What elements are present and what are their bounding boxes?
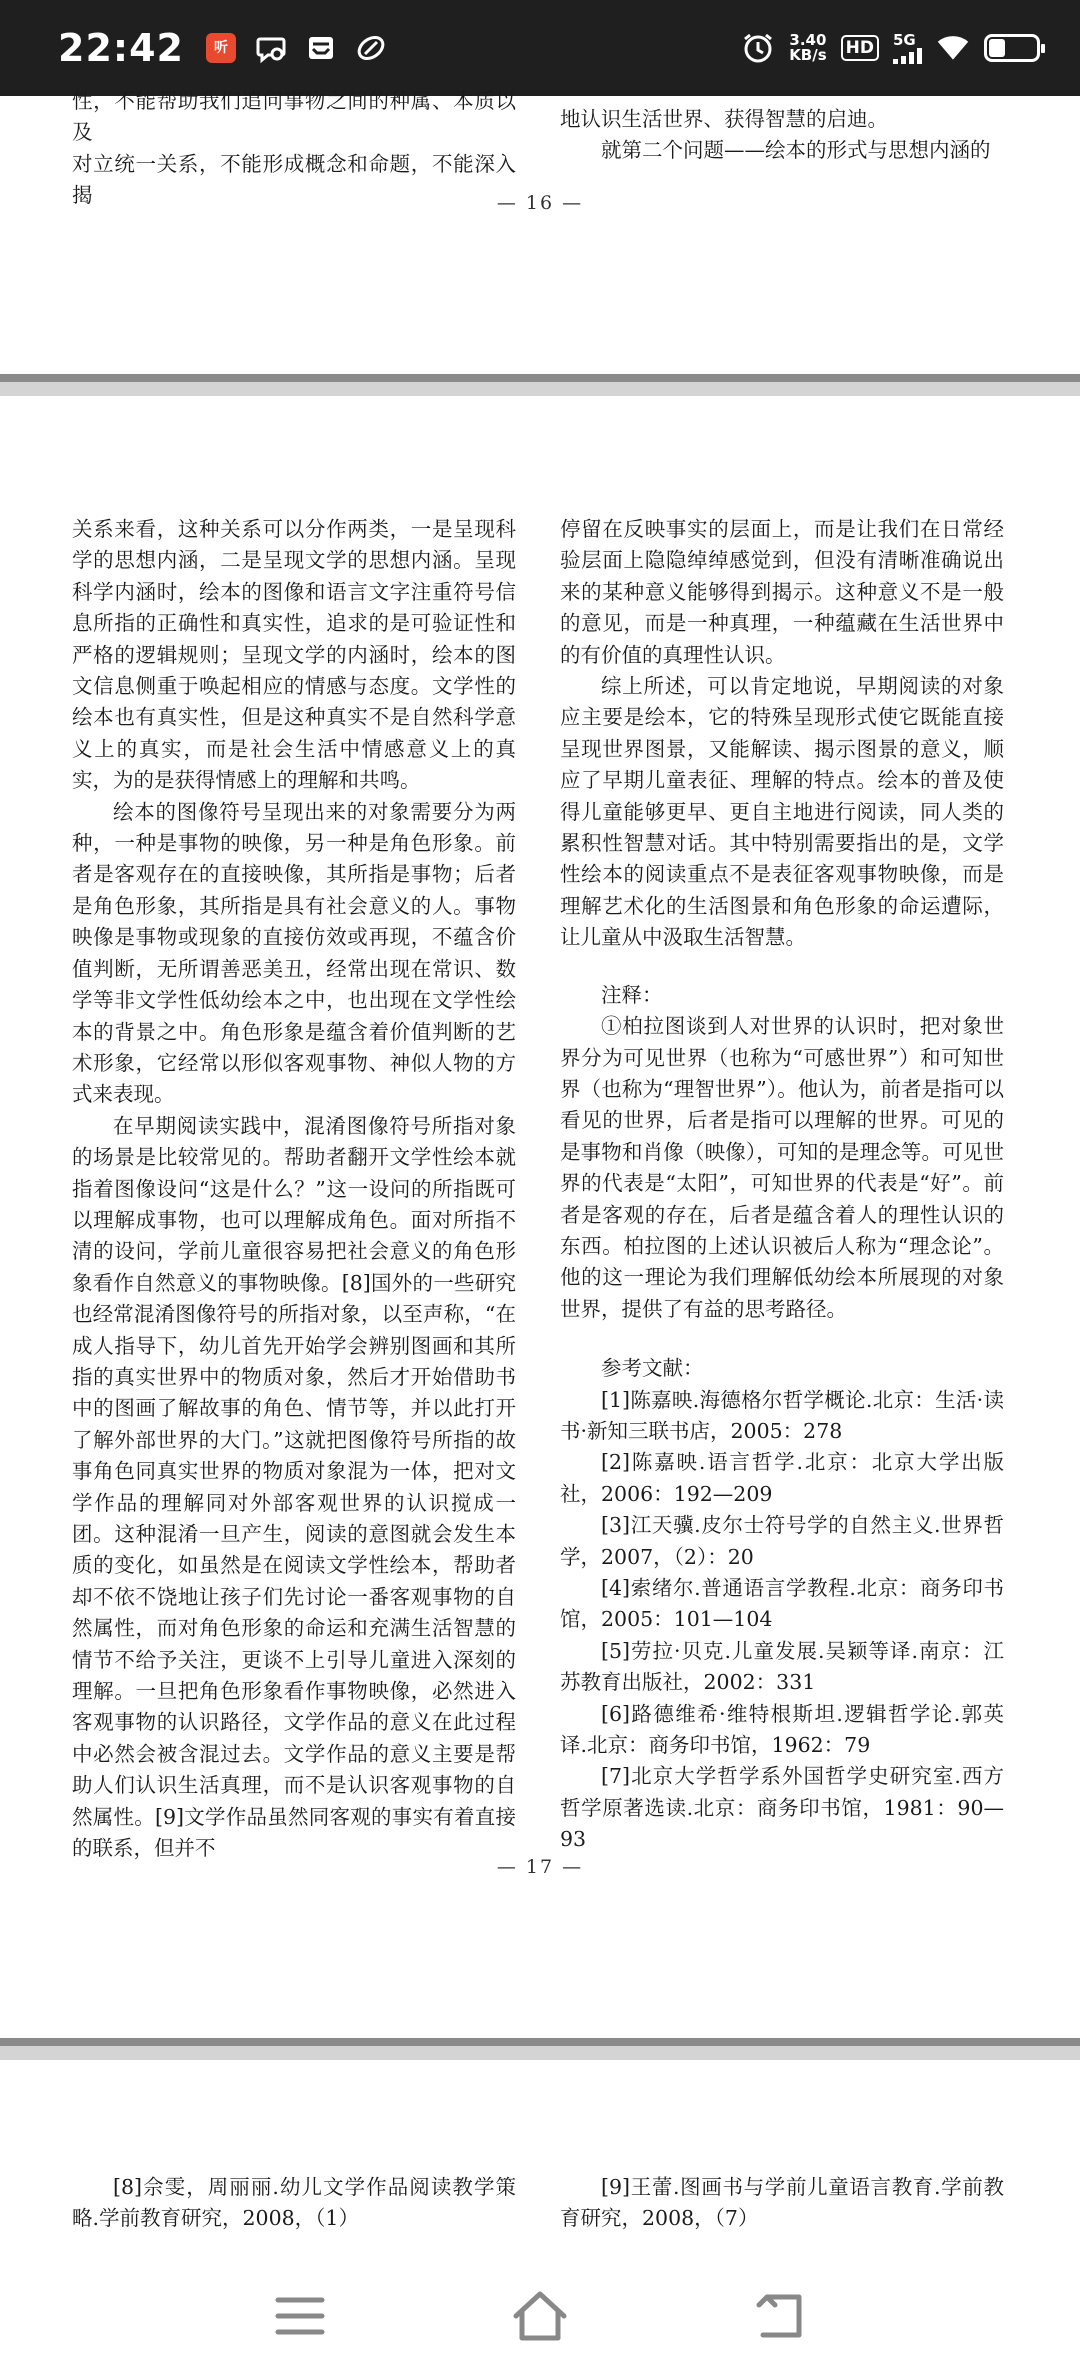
reference-item: [1]陈嘉映.海德格尔哲学概论.北京：生活·读书·新知三联书店，2005：278 [560, 1387, 1004, 1443]
reference-item: [9]王蕾.图画书与学前儿童语言教育.学前教育研究，2008，（7） [560, 2175, 1004, 2231]
network-speed-value: 3.40 [789, 31, 827, 49]
page-17 [0, 396, 1080, 2036]
home-icon [510, 2290, 570, 2342]
navigation-bar [0, 2256, 1080, 2376]
signal-label: 5G [893, 30, 916, 49]
page16-left-line-1: 性，不能帮助我们追问事物之间的种属、本质以及 [72, 89, 516, 145]
ting-app-icon [204, 31, 238, 65]
page17-right-paragraph-2: 综上所述，可以肯定地说，早期阅读的对象应主要是绘本，它的特殊呈现形式使它既能直接呈现世界图景，又能解读、揭示图景的意义，顺应了早期儿童表征、理解的特点。绘本的普及使得儿童能够更早、更自主地进行阅读，同人类的累积性智慧对话。其中特别需要指出的是，文学性绘本的阅读重点不是表征客观事物映像，而是理解艺术化的生活图景和角色形象的命运遭际，让儿童从中汲取生活智慧。 [560, 674, 1004, 950]
page16-left-line-2: 对立统一关系，不能形成概念和命题，不能深入揭 [72, 151, 516, 208]
page-divider [0, 374, 1080, 396]
reference-item: [8]佘雯，周丽丽.幼儿文学作品阅读教学策略.学前教育研究，2008，（1） [72, 2175, 516, 2231]
references [560, 1353, 1004, 1856]
notes-title: 注释： [601, 982, 663, 1007]
page17-left-paragraph-3: 在早期阅读实践中，混淆图像符号所指对象的场景是比较常见的。帮助者翻开文学性绘本就指着图像设问“这是什么？”这一设问的所指既可以理解成事物，也可以理解成角色。面对所指不清的设问，学前儿童很容易把社会意义的角色形象看作自然意义的事物映像。[8]国外的一些研究也经常混淆图像符号的所指对象，以至声称，“在成人指导下，幼儿首先开始学会辨别图画和其所指的真实世界中的物质对象，然后才开始借助书中的图画了解故事的角色、情节等，并以此打开了解外部世界的大门。”这就把图像符号所指的故事角色同真实世界的物质对象混为一体，把对文学作品的理解同对外部客观世界的认识搅成一团。这种混淆一旦产生，阅读的意图就会发生本质的变化，如虽然是在阅读文学性绘本，帮助者却不依不饶地让孩子们先讨论一番客观事物的自然属性，而对角色形象的命运和充满生活智慧的情节不给予关注，更谈不上引导儿童进入深刻的理解。一旦把角色形象看作事物映像，必然进入客观事物的认识路径，文学作品的意义在此过程中必然会被含混过去。文学作品的意义主要是帮助人们认识生活真理，而不是认识客观事物的自然属性。[9]文学作品虽然同客观的事实有着直接的联系，但并不 [72, 1113, 516, 1861]
page17-left-paragraph-2: 绘本的图像符号呈现出来的对象需要分为两种，一种是事物的映像，另一种是角色形象。前者是客观存在的直接映像，其所指是事物；后者是角色形象，其所指是具有社会意义的人。事物映像是事物或现象的直接仿效或再现，不蕴含价值判断，无所谓善恶美丑，经常出现在常识、数学等非文学性低幼绘本之中，也出现在文学性绘本的背景之中。角色形象是蕴含着价值判断的艺术形象，它经常以形似客观事物、神似人物的方式来表现。 [72, 799, 516, 1107]
page17-right-paragraph-1: 停留在反映事实的层面上，而是让我们在日常经验层面上隐隐绰绰感觉到，但没有清晰准确说出来的某种意义能够得到揭示。这种意义不是一般的意见，而是一种真理，一种蕴藏在生活世界中的有价值的真理性认识。 [560, 517, 1004, 667]
signal-indicator [893, 30, 922, 64]
home-button[interactable] [505, 2281, 575, 2351]
status-bar [0, 0, 1080, 96]
references-title: 参考文献： [601, 1356, 704, 1381]
page17-number: — 17 — [496, 1856, 584, 1878]
reference-item: [3]江天骥.皮尔士符号学的自然主义.世界哲学，2007，（2）：20 [560, 1513, 1004, 1569]
chat-bubble-icon [254, 31, 288, 65]
wifi-icon [936, 31, 970, 65]
page-divider [0, 2038, 1080, 2060]
reference-item: [4]索绪尔.普通语言学教程.北京：商务印书馆，2005：101—104 [560, 1576, 1004, 1632]
status-right [741, 31, 1040, 65]
page18-right-column [560, 2172, 1004, 2235]
back-button[interactable] [745, 2281, 815, 2351]
menu-button[interactable] [265, 2281, 335, 2351]
reference-item: [5]劳拉·贝克.儿童发展.吴颖等译.南京：江苏教育出版社，2002：331 [560, 1638, 1004, 1695]
inbox-icon [304, 31, 338, 65]
link-icon [354, 31, 388, 65]
page16-right-line-1: 地认识生活世界、获得智慧的启迪。 [560, 107, 888, 131]
page17-left-column [72, 514, 516, 1864]
network-speed-unit: KB/s [789, 46, 827, 64]
reference-item: [7]北京大学哲学系外国哲学史研究室.西方哲学原著选读.北京：商务印书馆，1981：90—93 [560, 1764, 1004, 1852]
svg-text:听: 听 [213, 40, 228, 56]
battery-fill [989, 39, 1005, 57]
battery-icon [984, 34, 1040, 62]
page16-right-line-2: 就第二个问题——绘本的形式与思想内涵的 [560, 138, 991, 163]
page-16 [0, 89, 1080, 376]
menu-icon [274, 2294, 326, 2338]
page-18 [0, 2060, 1080, 2256]
hd-badge: HD [841, 35, 879, 61]
reference-item: [2]陈嘉映.语言哲学.北京：北京大学出版社，2006：192—209 [560, 1450, 1004, 1506]
signal-bars [893, 48, 922, 64]
status-time: 22:42 [58, 26, 184, 70]
page16-number: — 16 — [496, 192, 584, 214]
reference-item: [6]路德维希·维特根斯坦.逻辑哲学论.郭英译.北京：商务印书馆，1962：79 [560, 1701, 1004, 1758]
note-text: ①柏拉图谈到人对世界的认识时，把对象世界分为可见世界（也称为“可感世界”）和可知世界（也称为“理智世界”）。他认为，前者是指可以看见的世界，后者是指可以理解的世界。可见的是事物和肖像（映像），可知的是理念等。可见世界的代表是“太阳”，可知世界的代表是“好”。前者是客观的存在，后者是蕴含着人的理性认识的东西。柏拉图的上述认识被后人称为“理念论”。他的这一理论为我们理解低幼绘本所展现的对象世界，提供了有益的思考路径。 [560, 1014, 1004, 1321]
page18-left-column [72, 2172, 516, 2235]
notification-icons [204, 31, 388, 65]
page17-right-column [560, 514, 1004, 1856]
network-speed [789, 33, 826, 63]
page17-left-paragraph-1: 关系来看，这种关系可以分作两类，一是呈现科学的思想内涵，二是呈现文学的思想内涵。呈现科学内涵时，绘本的图像和语言文字注重符号信息所指的正确性和真实性，追求的是可验证性和严格的逻辑规则；呈现文学的内涵时，绘本的图文信息侧重于唤起相应的情感与态度。文学性的绘本也有真实性，但是这种真实不是自然科学意义上的真实，而是社会生活中情感意义上的真实，为的是获得情感上的理解和共鸣。 [72, 517, 516, 793]
back-icon [753, 2291, 807, 2341]
alarm-icon [741, 31, 775, 65]
page16-right-column [560, 96, 1004, 167]
